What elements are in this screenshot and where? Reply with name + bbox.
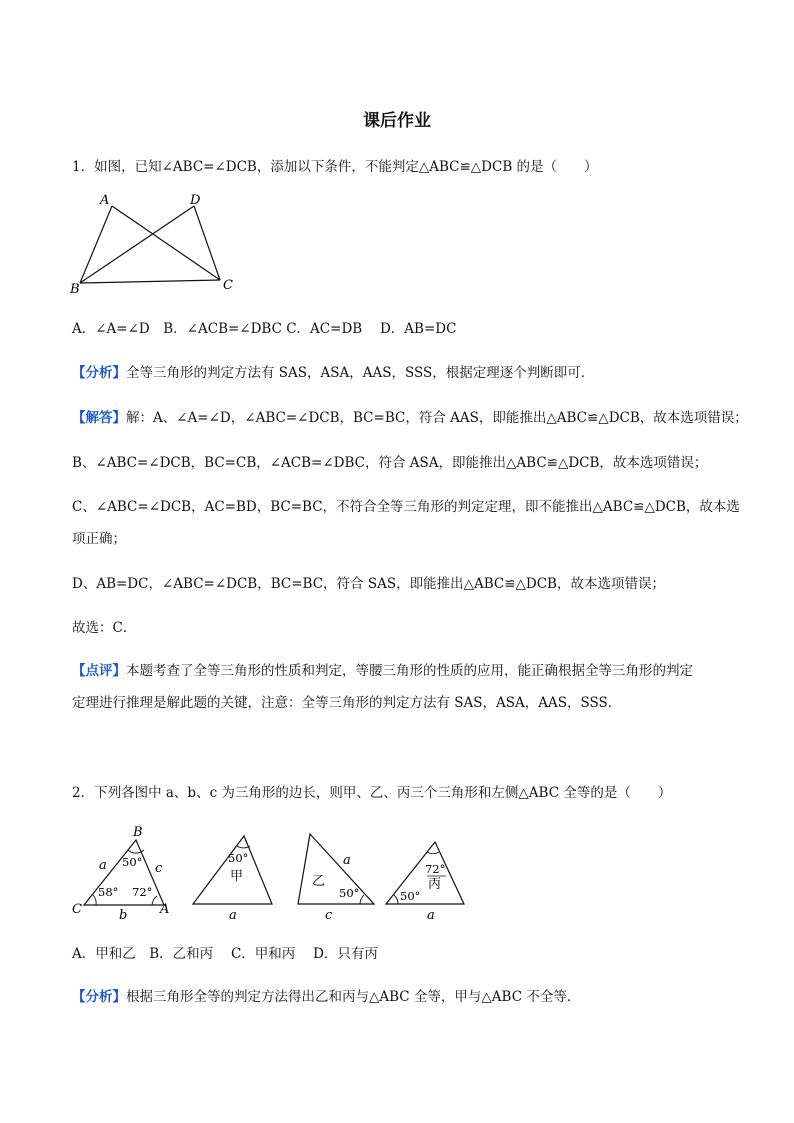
yi-side-c: c — [325, 908, 333, 923]
label-d: D — [190, 193, 201, 208]
segment-bd — [80, 206, 194, 283]
ref-angle-c: 58° — [98, 885, 119, 899]
comment-text: 本题考查了全等三角形的性质和判定，等腰三角形的性质的应用，能正确根据全等三角形的判定 — [126, 663, 693, 679]
q1-comment — [72, 662, 693, 680]
q1-solution-line-1 — [72, 409, 748, 427]
segment-cd — [194, 206, 220, 280]
analysis-text: 全等三角形的判定方法有 SAS，ASA，AAS，SSS，根据定理逐个判断即可． — [126, 365, 595, 381]
reference-triangle-abc — [72, 825, 169, 923]
bing-angle-2: 50° — [400, 889, 421, 903]
q2-analysis-tag: 【分析】 — [72, 989, 126, 1005]
q1-solution-line-3: C、∠ABC=∠DCB，AC=BD，BC=BC，不符合全等三角形的判定定理，即不能推出△ABC≌△DCB，故本选 — [72, 499, 740, 515]
analysis-tag: 【分析】 — [72, 365, 126, 381]
ref-angle-b: 50° — [122, 855, 143, 869]
q2-stem: 2．下列各图中 a、b、c 为三角形的边长，则甲、乙、丙三个三角形和左侧△ABC 全等的是（ ） — [72, 785, 672, 801]
ref-side-c: c — [155, 861, 163, 876]
triangle-bing — [386, 842, 464, 923]
q1-solution-line-5: D、AB=DC，∠ABC=∠DCB，BC=BC，符合 SAS，即能推出△ABC≌△DCB，故本选项错误； — [72, 576, 665, 592]
q1-stem: 1．如图，已知∠ABC=∠DCB，添加以下条件，不能判定△ABC≌△DCB 的是（ ） — [72, 159, 598, 175]
ref-side-a: a — [99, 858, 107, 873]
solution-tag: 【解答】 — [72, 410, 126, 426]
solution-text: 解：A、∠A=∠D，∠ABC=∠DCB，BC=BC，符合 AAS，即能推出△ABC≌△DCB，故本选项错误； — [126, 410, 748, 426]
yi-name: 乙 — [312, 874, 326, 889]
q1-comment-line-2: 定理进行推理是解此题的关键，注意：全等三角形的判定方法有 SAS，ASA，AAS，SSS． — [72, 695, 622, 711]
segment-ab — [80, 206, 112, 283]
ref-label-c: C — [72, 902, 82, 917]
q2-triangles-figure — [66, 822, 486, 922]
q1-solution-line-4: 项正确； — [72, 531, 126, 547]
ref-angle-a: 72° — [132, 885, 153, 899]
q1-options: A．∠A=∠D B．∠ACB=∠DBC C．AC=DB D．AB=DC — [72, 321, 457, 337]
label-b: B — [70, 282, 80, 297]
segment-ac — [112, 206, 220, 280]
bing-angle-1: 72° — [425, 862, 446, 876]
q1-solution-line-6: 故选：C． — [72, 620, 137, 636]
label-a: A — [100, 193, 110, 208]
q1-solution-line-2: B、∠ABC=∠DCB，BC=CB，∠ACB=∠DBC，符合 ASA，即能推出△ABC≌△DCB，故本选项错误； — [72, 455, 708, 471]
q1-quadrilateral-figure — [66, 192, 246, 298]
bing-side: a — [427, 908, 435, 923]
comment-tag: 【点评】 — [72, 663, 126, 679]
ref-label-b: B — [133, 825, 143, 840]
ref-side-b: b — [119, 908, 128, 923]
label-c: C — [223, 278, 233, 293]
q1-analysis — [72, 364, 594, 382]
yi-angle: 50° — [339, 886, 360, 900]
q2-options: A．甲和乙 B．乙和丙 C．甲和丙 D．只有丙 — [72, 946, 378, 962]
bing-name: 丙 — [428, 877, 442, 892]
jia-angle: 50° — [228, 851, 249, 865]
segment-bc — [80, 280, 220, 283]
page-title: 课后作业 — [363, 111, 431, 131]
ref-label-a: A — [160, 902, 170, 917]
yi-side-a: a — [343, 853, 351, 868]
triangle-jia — [193, 836, 272, 923]
q2-analysis-text: 根据三角形全等的判定方法得出乙和丙与△ABC 全等，甲与△ABC 不全等． — [126, 989, 581, 1005]
jia-name: 甲 — [230, 869, 244, 884]
triangle-yi — [298, 834, 374, 923]
q2-analysis — [72, 988, 580, 1006]
jia-side: a — [229, 908, 237, 923]
